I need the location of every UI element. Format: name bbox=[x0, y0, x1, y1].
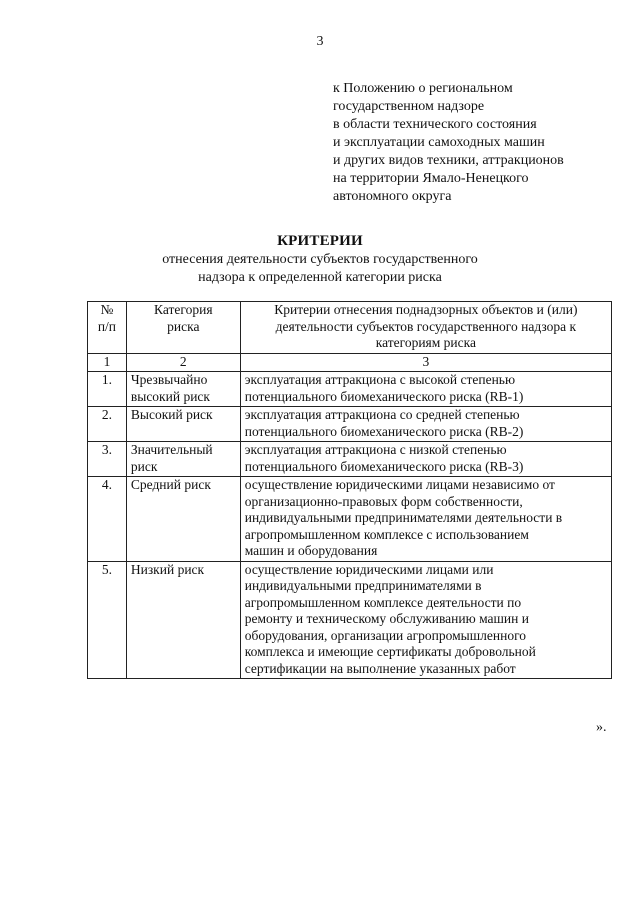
table-row bbox=[88, 477, 612, 562]
criteria-line: оборудования, организации агропромышленного bbox=[244, 627, 527, 643]
column-number: 2 bbox=[126, 353, 240, 372]
table-row bbox=[88, 407, 612, 442]
row-category bbox=[126, 477, 240, 562]
table-row bbox=[88, 442, 612, 477]
row-category bbox=[126, 561, 240, 679]
appendix-line: автономного округа bbox=[333, 189, 452, 204]
appendix-reference bbox=[333, 80, 633, 206]
criteria-line: потенциального биомеханического риска (RB-1) bbox=[244, 388, 524, 404]
criteria-line: индивидуальными предпринимателями деятельности в bbox=[244, 510, 563, 525]
appendix-line: в области технического состояния bbox=[333, 117, 537, 132]
row-category bbox=[126, 407, 240, 442]
table-row bbox=[88, 561, 612, 679]
row-criteria bbox=[240, 477, 611, 562]
row-criteria bbox=[240, 372, 611, 407]
header-category-line: Категория bbox=[154, 302, 213, 317]
row-number: 4. bbox=[88, 477, 127, 562]
category-line: Чрезвычайно bbox=[130, 372, 208, 387]
subtitle-line: отнесения деятельности субъектов государственного bbox=[162, 252, 478, 267]
appendix-line: и других видов техники, аттракционов bbox=[333, 153, 564, 168]
row-number: 2. bbox=[88, 407, 127, 442]
document-subtitle bbox=[0, 251, 640, 287]
header-criteria-line: деятельности субъектов государственного надзора к bbox=[275, 318, 577, 334]
appendix-line: к Положению о региональном bbox=[333, 81, 513, 96]
column-number: 3 bbox=[240, 353, 611, 372]
criteria-line: агропромышленном комплексе деятельности по bbox=[244, 594, 522, 610]
category-line: риск bbox=[130, 458, 158, 474]
header-criteria-line: категориям риска bbox=[375, 335, 476, 350]
subtitle-line: надзора к определенной категории риска bbox=[198, 270, 442, 285]
criteria-line: эксплуатация аттракциона с низкой степенью bbox=[244, 442, 507, 457]
row-category bbox=[126, 442, 240, 477]
category-line: Средний риск bbox=[130, 477, 211, 492]
risk-criteria-table bbox=[87, 301, 612, 679]
category-line: Высокий риск bbox=[130, 407, 213, 422]
header-criteria-line: Критерии отнесения поднадзорных объектов и (или) bbox=[274, 302, 578, 317]
page-number: 3 bbox=[316, 34, 324, 49]
closing-quote-mark: ». bbox=[596, 720, 607, 735]
header-category-line: риска bbox=[167, 318, 200, 334]
criteria-line: потенциального биомеханического риска (RB-2) bbox=[244, 423, 524, 439]
criteria-line: организационно-правовых форм собственности, bbox=[244, 493, 523, 509]
category-line: Значительный bbox=[130, 442, 213, 457]
appendix-line: на территории Ямало-Ненецкого bbox=[333, 171, 529, 186]
row-number: 5. bbox=[88, 561, 127, 679]
column-number: 1 bbox=[88, 353, 127, 372]
row-criteria bbox=[240, 407, 611, 442]
row-category bbox=[126, 372, 240, 407]
table-header-row bbox=[88, 302, 612, 354]
criteria-line: комплекса и имеющие сертификаты добровольной bbox=[244, 644, 536, 659]
category-line: высокий риск bbox=[130, 388, 210, 404]
criteria-line: эксплуатация аттракциона со средней степенью bbox=[244, 407, 520, 422]
criteria-line: машин и оборудования bbox=[244, 543, 378, 558]
row-number: 3. bbox=[88, 442, 127, 477]
row-criteria bbox=[240, 561, 611, 679]
criteria-line: индивидуальными предпринимателями в bbox=[244, 578, 482, 593]
criteria-line: эксплуатация аттракциона с высокой степенью bbox=[244, 372, 516, 387]
header-num-line: № bbox=[100, 302, 114, 317]
column-number-row bbox=[88, 353, 612, 372]
appendix-line: государственном надзоре bbox=[333, 99, 485, 114]
document-title: КРИТЕРИИ bbox=[277, 233, 363, 249]
row-number: 1. bbox=[88, 372, 127, 407]
criteria-line: осуществление юридическими лицами или bbox=[244, 561, 494, 577]
criteria-line: осуществление юридическими лицами независимо от bbox=[244, 477, 555, 492]
appendix-line: и эксплуатации самоходных машин bbox=[333, 135, 545, 150]
criteria-line: ремонту и техническому обслуживанию машин и bbox=[244, 611, 529, 626]
criteria-line: сертификации на выполнение указанных работ bbox=[244, 660, 516, 676]
header-num bbox=[88, 302, 127, 354]
category-line: Низкий риск bbox=[130, 561, 205, 577]
criteria-line: потенциального биомеханического риска (RB-3) bbox=[244, 458, 524, 474]
table-row bbox=[88, 372, 612, 407]
row-criteria bbox=[240, 442, 611, 477]
header-num-line: п/п bbox=[97, 318, 117, 334]
header-criteria bbox=[240, 302, 611, 354]
header-category bbox=[126, 302, 240, 354]
criteria-line: агропромышленном комплексе с использованием bbox=[244, 526, 529, 542]
